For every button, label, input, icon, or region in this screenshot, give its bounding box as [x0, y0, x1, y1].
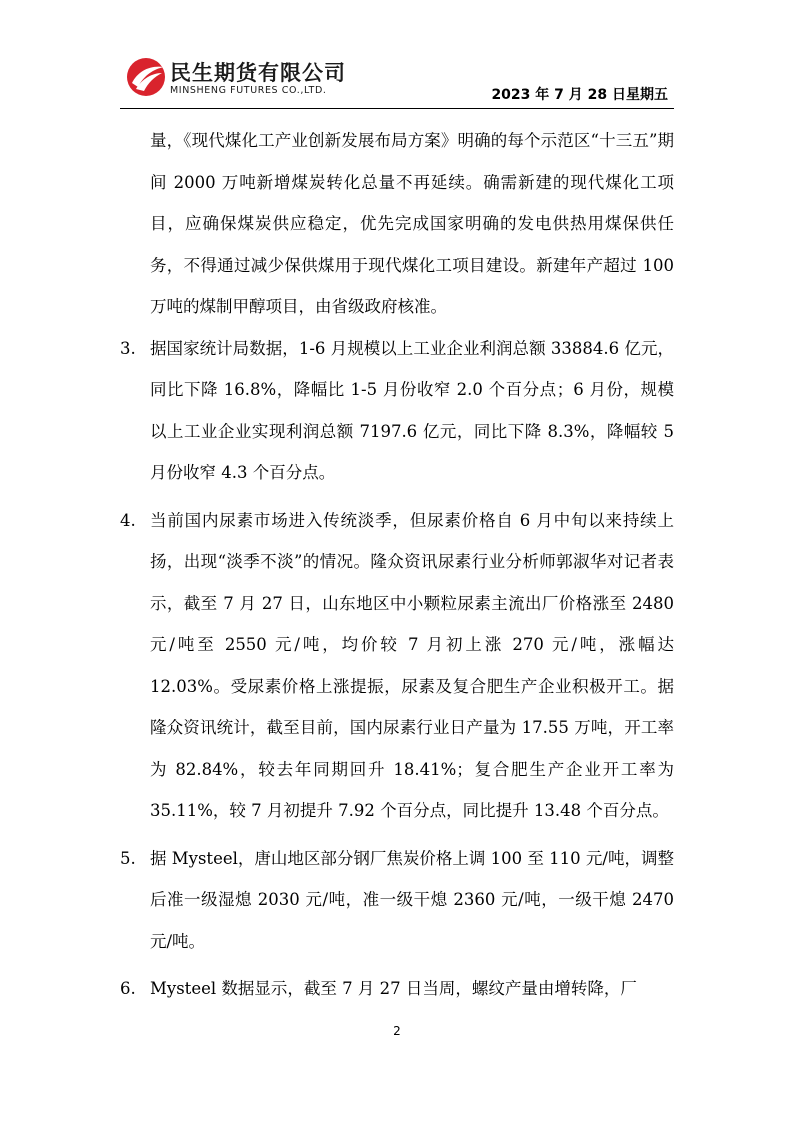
- list-item: [120, 500, 674, 832]
- logo-english-name: MINSHENG FUTURES CO.,LTD.: [170, 85, 327, 96]
- list-item-text: Mysteel 数据显示，截至 7 月 27 日当周，螺纹产量由增转降，厂: [150, 979, 637, 998]
- list-item-number: 6.: [120, 979, 136, 998]
- list-item-number: 4.: [120, 510, 136, 530]
- list-item: [120, 838, 674, 963]
- page-header: [0, 0, 794, 115]
- list-item-text: 当前国内尿素市场进入传统淡季，但尿素价格自 6 月中旬以来持续上扬，出现“淡季不淡”的情况。隆众资讯尿素行业分析师郭淑华对记者表示，截至 7 月 27 日，山东地区中小颗粒尿素主流出厂价格涨至 2480 元/吨至 2550 元/吨，均价较 7 月初上涨 270 元/吨，涨幅达 12.03%。受尿素价格上涨提振，尿素及复合肥生产企业积极开工。据隆众资讯统计，截至目前，国内尿素行业日产量为 17.55 万吨，开工率为 82.84%，较去年同期回升 18.41%；复合肥生产企业开工率为 35.11%，较 7 月初提升 7.92 个百分点，同比提升 13.48 个百分点。: [150, 510, 674, 820]
- logo-chinese-name: 民生期货有限公司: [170, 61, 346, 85]
- list-item: [120, 328, 674, 494]
- page-number: 2: [393, 1024, 401, 1038]
- minsheng-logo-icon: [124, 55, 168, 99]
- continued-paragraph: 量，《现代煤化工产业创新发展布局方案》明确的每个示范区“十三五”期间 2000 万吨新增煤炭转化总量不再延续。确需新建的现代煤化工项目，应确保煤炭供应稳定，优先完成国家明确的发电供热用煤保供任务，不得通过减少保供煤用于现代煤化工项目建设。新建年产超过 100 万吨的煤制甲醇项目，由省级政府核准。: [150, 131, 674, 316]
- header-divider: [120, 108, 674, 109]
- list-item-number: 5.: [120, 848, 136, 868]
- list-item-text: 据 Mysteel，唐山地区部分钢厂焦炭价格上调 100 至 110 元/吨，调整后准一级湿熄 2030 元/吨，准一级干熄 2360 元/吨，一级干熄 2470 元/吨。: [150, 848, 674, 951]
- document-body: [120, 120, 674, 1010]
- report-date: 2023 年 7 月 28 日星期五: [491, 87, 668, 103]
- list-item-text: 据国家统计局数据，1-6 月规模以上工业企业利润总额 33884.6 亿元，同比下降 16.8%，降幅比 1-5 月份收窄 2.0 个百分点；6 月份，规模以上工业企业实现利润总额 7197.6 亿元，同比下降 8.3%，降幅较 5 月份收窄 4.3 个百分点。: [150, 338, 674, 482]
- list-item: [120, 968, 674, 1010]
- list-item-number: 3.: [120, 338, 136, 358]
- company-logo: [124, 55, 364, 103]
